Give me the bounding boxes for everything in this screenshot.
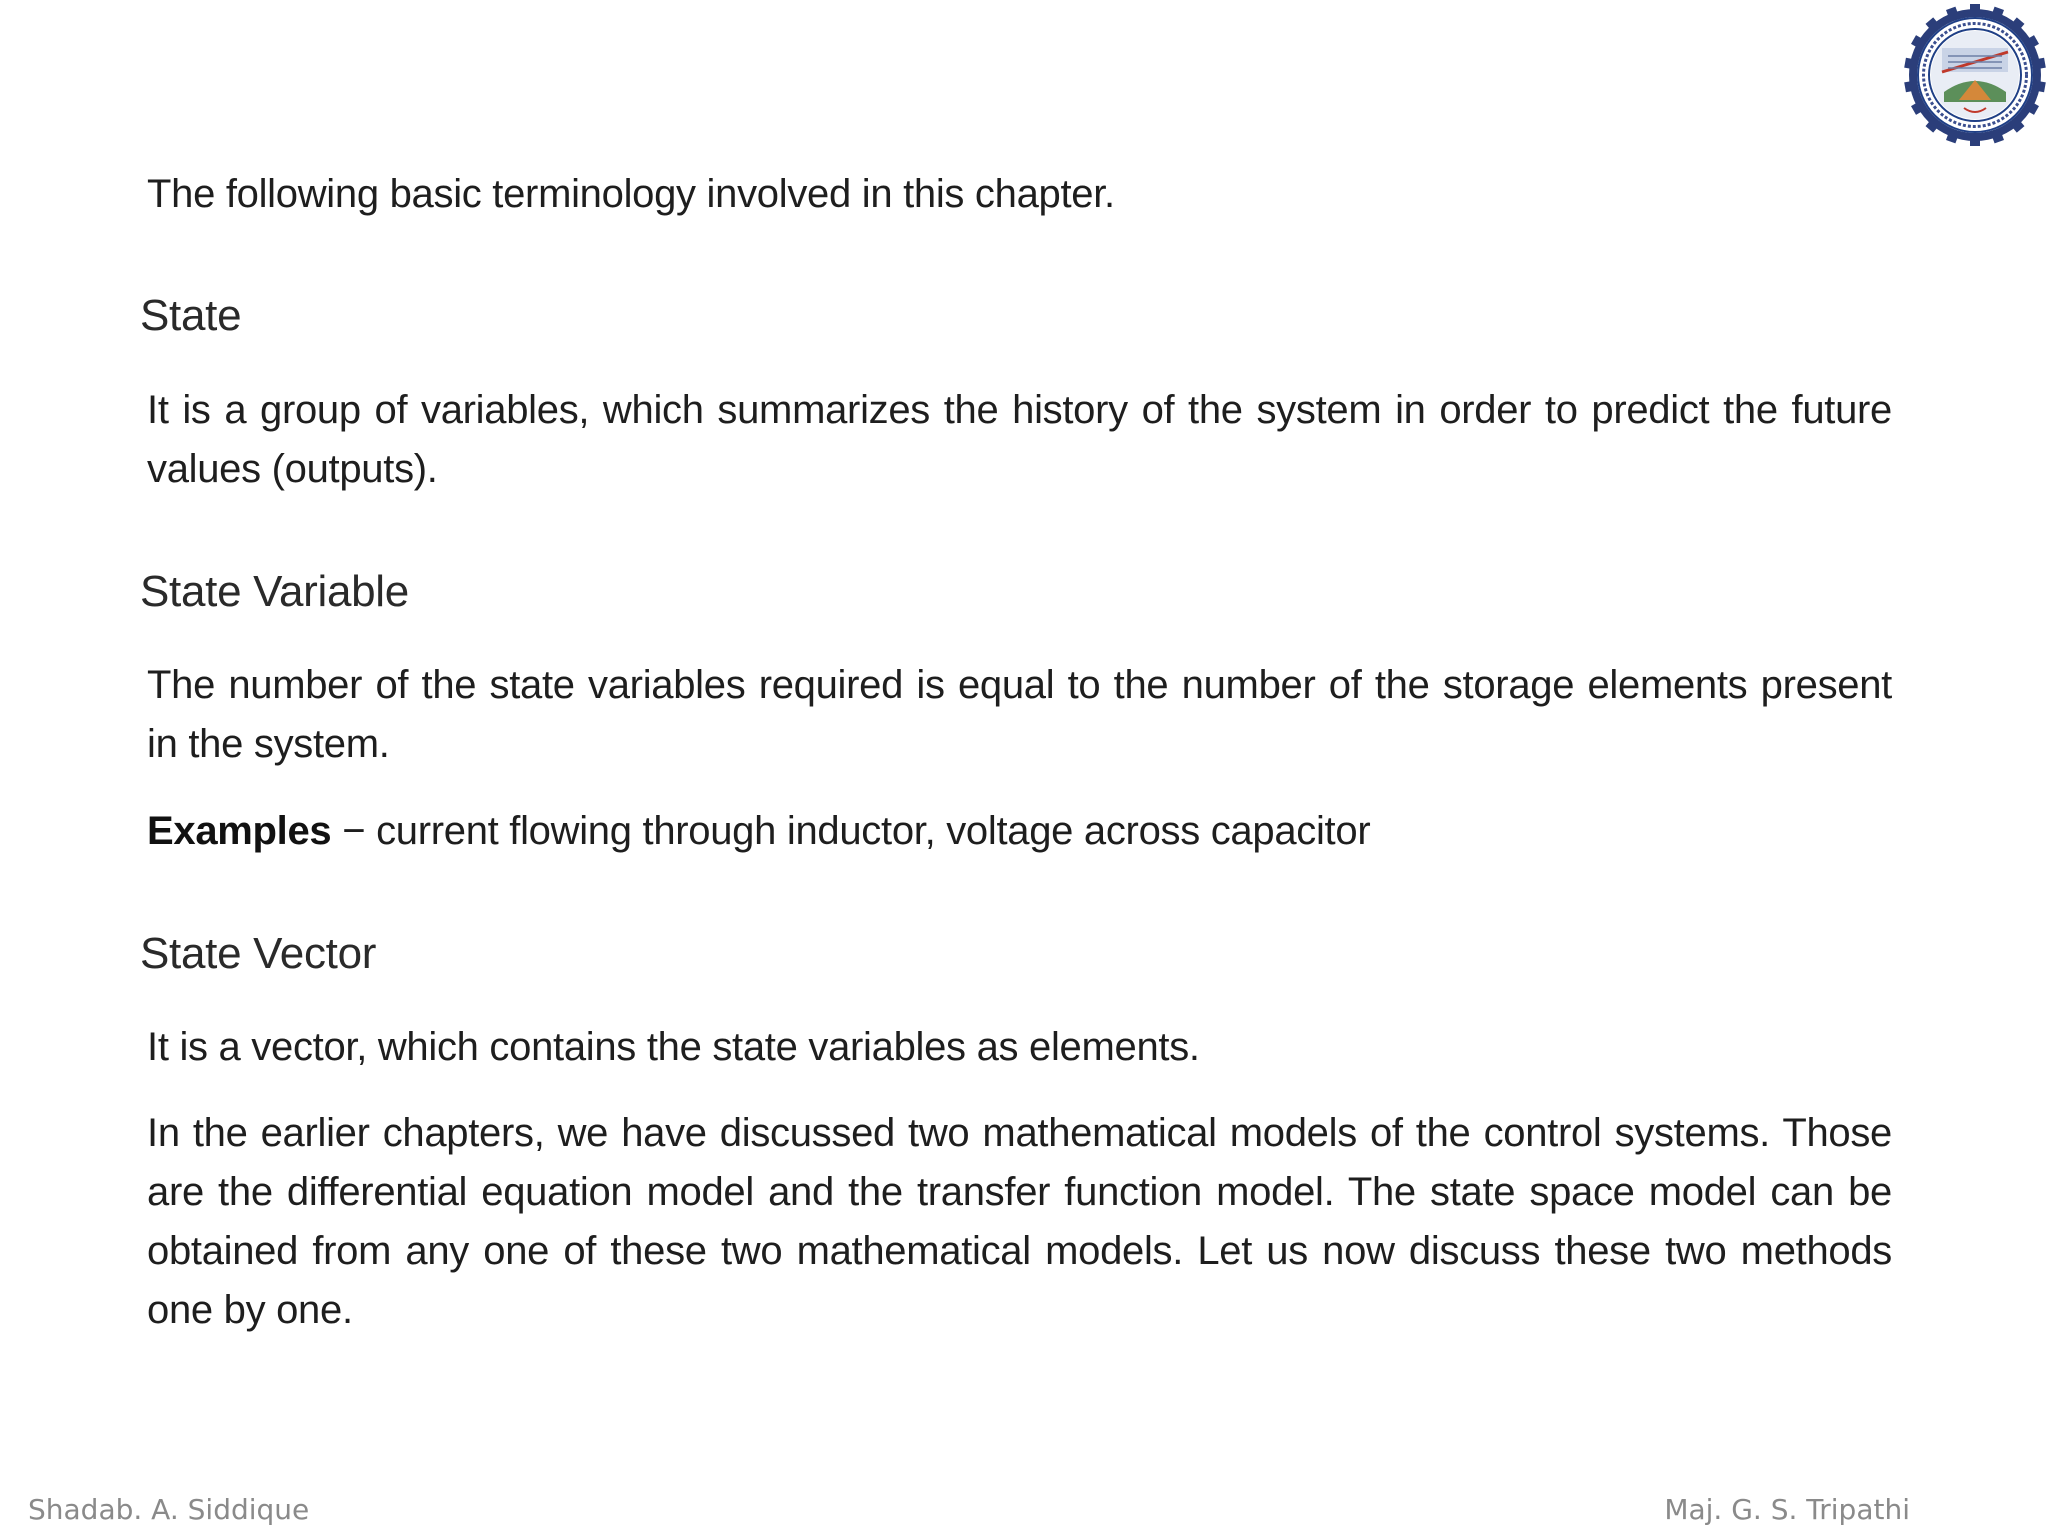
state-vector-definition: It is a vector, which contains the state variables as elements. xyxy=(147,1025,1200,1069)
state-definition: It is a group of variables, which summarizes the history of the system in order to predict the future values (outputs). xyxy=(147,388,1892,491)
heading-state-vector: State Vector xyxy=(140,929,377,978)
state-space-paragraph: In the earlier chapters, we have discussed two mathematical models of the control systems. Those are the differential equation model and the transfer function model. The state space model can be obtained from any one of these two mathematical models. Let us now discuss these two methods one by one. xyxy=(147,1111,1892,1332)
heading-state: State xyxy=(140,291,242,340)
examples-label: Examples xyxy=(147,809,332,853)
intro-text: The following basic terminology involved in this chapter. xyxy=(147,172,1115,216)
footer-author-right: Maj. G. S. Tripathi xyxy=(1664,1493,1910,1526)
footer-author-left: Shadab. A. Siddique xyxy=(28,1493,310,1526)
examples-text: − current flowing through inductor, voltage across capacitor xyxy=(331,809,1371,853)
university-seal-icon xyxy=(1904,4,2046,146)
examples-line xyxy=(147,802,1892,861)
state-variable-definition: The number of the state variables required is equal to the number of the storage elements present in the system. xyxy=(147,663,1892,766)
heading-state-variable: State Variable xyxy=(140,567,409,616)
